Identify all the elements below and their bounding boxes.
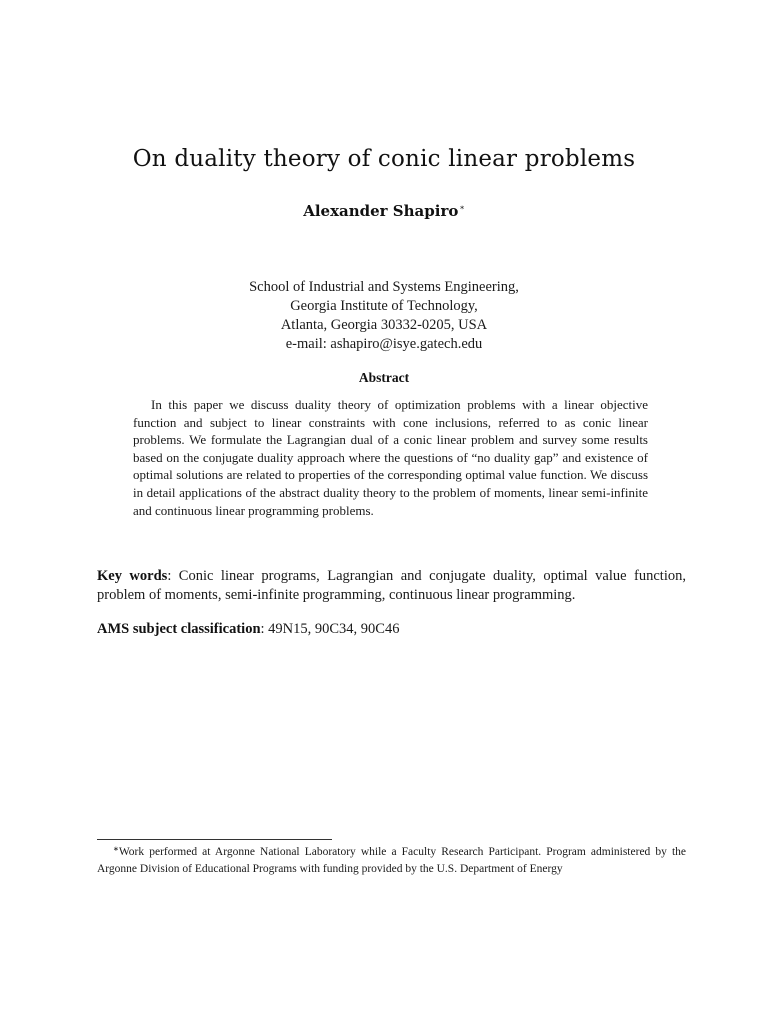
ams-codes: : 49N15, 90C34, 90C46 bbox=[260, 621, 400, 637]
keywords-paragraph bbox=[97, 567, 686, 605]
author-name: Alexander Shapiro bbox=[303, 202, 459, 220]
affiliation-line: Georgia Institute of Technology, bbox=[290, 298, 478, 314]
affiliation-block bbox=[0, 278, 768, 354]
paper-title: On duality theory of conic linear problems bbox=[132, 146, 636, 172]
ams-classification bbox=[97, 620, 686, 639]
ams-label: AMS subject classification bbox=[97, 621, 261, 637]
abstract-heading: Abstract bbox=[358, 370, 410, 385]
abstract-text: In this paper we discuss duality theory of optimization problems with a linear objective function and subject to linear constraints with cone inclusions, referred to as conic linear problems. We formulate the Lagrangian dual of a conic linear problem and survey some results based on the conjugate duality approach where the questions of “no duality gap” and existence of optimal solutions are related to properties of the corresponding optimal value function. We discuss in detail applications of the abstract duality theory to the problem of moments, linear semi-infinite and continuous linear programming problems. bbox=[133, 397, 648, 518]
keywords-label: Key words bbox=[97, 568, 168, 584]
affiliation-line: School of Industrial and Systems Engineering, bbox=[249, 279, 519, 295]
author-footnote-mark: ∗ bbox=[459, 203, 465, 212]
keywords-text: : Conic linear programs, Lagrangian and conjugate duality, optimal value function, problem of moments, semi-infinite programming, continuous linear programming. bbox=[97, 568, 686, 603]
author-line bbox=[0, 202, 768, 220]
footnote bbox=[97, 841, 686, 878]
affiliation-email: e-mail: ashapiro@isye.gatech.edu bbox=[285, 336, 483, 352]
affiliation-line: Atlanta, Georgia 30332-0205, USA bbox=[280, 317, 488, 333]
footnote-mark: ∗ bbox=[113, 845, 119, 853]
footnote-rule bbox=[97, 839, 332, 840]
footnote-text: Work performed at Argonne National Laboratory while a Faculty Research Participant. Program administered by the Argonne Division of Educational Programs with funding provided by the U.S. Department of Energy bbox=[97, 846, 686, 875]
